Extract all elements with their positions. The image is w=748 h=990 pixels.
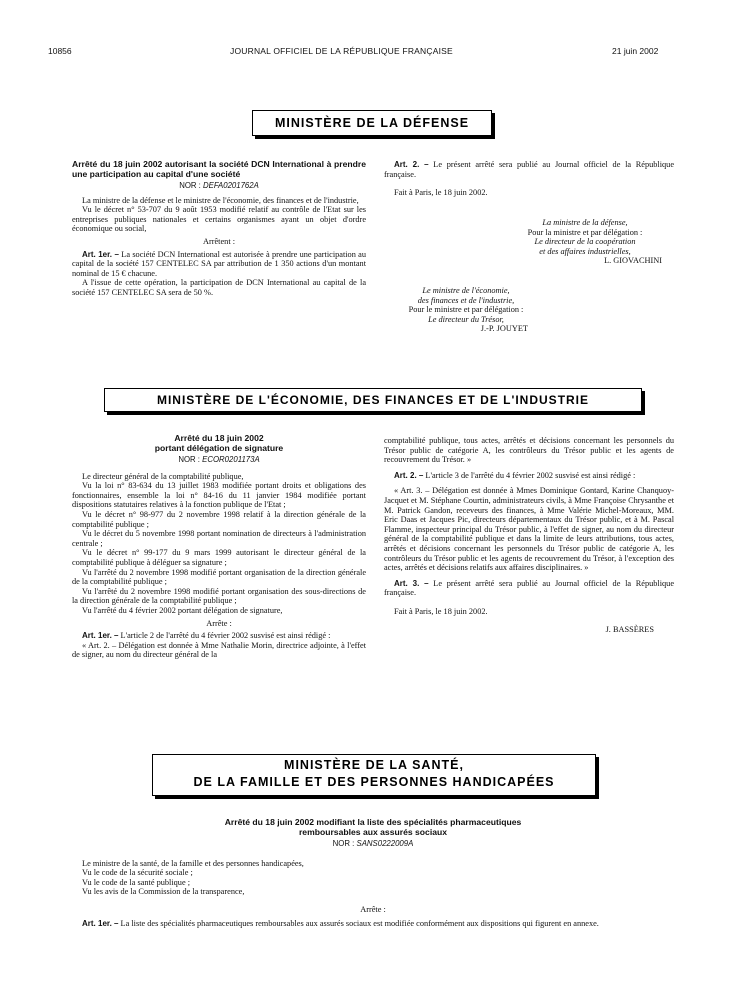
article-2	[384, 160, 674, 179]
arretent-word: Arrêtent :	[202, 236, 236, 246]
article-1-quote: « Art. 2. – Délégation est donnée à Mme Nathalie Morin, directrice adjointe, à l'effet de signer, au nom du directeur général de la	[72, 640, 366, 660]
page-date: 21 juin 2002	[612, 46, 659, 56]
intro-line: Vu le code de la santé publique ;	[82, 877, 191, 887]
nor-label: NOR :	[179, 181, 201, 190]
article-text: L'article 3 de l'arrêté du 4 février 2002 susvisé est ainsi rédigé :	[425, 470, 636, 480]
nor-code: SANS0222009A	[356, 839, 414, 848]
arrete-title: Arrêté du 18 juin 2002 modifiant la liste des spécialités pharmaceutiques remboursables aux assurés sociaux	[224, 817, 522, 837]
signature-line: et des affaires industrielles,	[539, 246, 631, 256]
section-heading-line: MINISTÈRE DE LA DÉFENSE	[274, 116, 470, 130]
signatory-name: L. GIOVACHINI	[604, 256, 662, 265]
signatory-name: J. BASSÈRES	[605, 624, 654, 634]
intro-line: Vu l'arrêté du 2 novembre 1998 modifié portant organisation de la direction générale de la comptabilité publique ;	[72, 567, 366, 587]
article-1	[72, 631, 366, 641]
section-heading-economie	[104, 388, 642, 412]
signature-block-economie	[376, 286, 556, 334]
signature-line: Le ministre de l'économie,	[422, 286, 510, 295]
section-heading-defense	[252, 110, 492, 136]
article-1-continued: A l'issue de cette opération, la participation de DCN International au capital de la société 157 CENTELEC SA sera de 50 %.	[72, 278, 366, 297]
arrete-title: Arrêté du 18 juin 2002 portant délégation de signature	[154, 433, 284, 453]
signature-line: des finances et de l'industrie,	[417, 295, 515, 305]
intro-line: Vu l'arrêté du 4 février 2002 portant délégation de signature,	[82, 605, 283, 615]
article-text: Le présent arrêté sera publié au Journal officiel de la République française.	[384, 578, 675, 598]
intro-line: Le ministre de la santé, de la famille et des personnes handicapées,	[82, 858, 304, 868]
arrete-economie-right	[384, 436, 674, 634]
nor-code: ECOR0201173A	[202, 455, 260, 464]
section-heading-sante	[152, 754, 596, 796]
article-text: Le présent arrêté sera publié au Journal officiel de la République française.	[384, 160, 675, 179]
nor-label: NOR :	[332, 839, 355, 848]
fait-a-paris: Fait à Paris, le 18 juin 2002.	[394, 188, 488, 198]
intro-line: Vu le décret n° 99-177 du 9 mars 1999 autorisant le directeur général de la comptabilité publique à déléguer sa signature ;	[72, 548, 366, 567]
intro-line: La ministre de la défense et le ministre de l'économie, des finances et de l'industrie,	[82, 195, 359, 205]
article-1	[72, 919, 674, 929]
intro-line: Vu le code de la sécurité sociale ;	[82, 868, 193, 878]
arrete-title: Arrêté du 18 juin 2002 autorisant la société DCN International à prendre une participation au capital d'une société	[72, 159, 366, 179]
arrete-sante	[72, 818, 674, 928]
article-text: L'article 2 de l'arrêté du 4 février 2002 susvisé est ainsi rédigé :	[120, 631, 331, 641]
journal-title: JOURNAL OFFICIEL DE LA RÉPUBLIQUE FRANÇAISE	[230, 46, 453, 56]
article-label: Art. 2. –	[394, 470, 424, 480]
arrete-defense-right	[384, 160, 674, 198]
arrete-defense-left	[72, 160, 366, 298]
signature-line: Pour le ministre et par délégation :	[408, 305, 524, 314]
signature-line: Le directeur du Trésor,	[428, 314, 504, 324]
nor-code: DEFA0201762A	[203, 181, 259, 190]
section-heading-line: DE LA FAMILLE ET DES PERSONNES HANDICAPÉES	[193, 775, 555, 789]
arrete-word: Arrête :	[360, 904, 386, 914]
signatory-name: J.-P. JOUYET	[480, 324, 528, 333]
article-2-quote: « Art. 3. – Délégation est donnée à Mmes Dominique Gontard, Karine Chanquoy-Jacquet et M. Stéphane Courtin, administrateurs civils, à Mme Françoise Chrysanthe et M. Patrick Gandon, receveurs des finances, à Mme Valérie Michel-Moreaux, MM. Eric Daas et Jacques Pic, directeurs départementaux du Trésor public, et à M. Pascal Flamme, inspecteur principal du Trésor public, à l'effet de signer, au nom du directeur général de la comptabilité publique et dans la limite de leurs attributions, tous actes, arrêtés et décisions concernant les personnels du Trésor public de catégorie A, les contrôleurs du Trésor public et les agents de recouvrement du Trésor, à l'exception des actes, arrêtés et décisions relatifs aux affaires disciplinaires. »	[384, 486, 674, 573]
article-2	[384, 471, 674, 481]
nor-label: NOR :	[178, 455, 200, 464]
intro-line: Vu le décret du 5 novembre 1998 portant nomination de directeurs à l'administration centrale ;	[72, 529, 366, 548]
signature-line: Le directeur de la coopération	[534, 237, 636, 246]
intro-line: Vu le décret n° 98-977 du 2 novembre 1998 relatif à la direction générale de la comptabilité publique ;	[72, 509, 366, 529]
article-1-quote-continued: comptabilité publique, tous actes, arrêtés et décisions concernant les personnels du Trésor public de catégorie A, les contrôleurs du Trésor public et les agents de recouvrement du Trésor. »	[384, 436, 674, 465]
article-label: Art. 1er. –	[82, 918, 119, 928]
article-3	[384, 579, 674, 598]
section-heading-line: MINISTÈRE DE LA SANTÉ,	[284, 758, 464, 772]
article-label: Art. 1er. –	[82, 631, 119, 641]
intro-line: Vu l'arrêté du 2 novembre 1998 modifié portant organisation des sous-directions de la direction générale de la comptabilité publique ;	[72, 586, 366, 606]
article-label: Art. 3. –	[394, 578, 429, 588]
article-text: La société DCN International est autorisée à prendre une participation au capital de la société 157 CENTELEC SA par attribution de 1 350 actions d'un montant nominal de 15 € chacune.	[72, 249, 367, 278]
arrete-word: Arrête :	[206, 618, 232, 628]
signature-line: La ministre de la défense,	[542, 218, 628, 227]
article-label: Art. 2. –	[394, 160, 429, 169]
intro-line: Vu les avis de la Commission de la transparence,	[82, 887, 245, 897]
intro-line: Vu le décret n° 53-707 du 9 août 1953 modifié relatif au contrôle de l'Etat sur les entreprises publiques nationales et certains organismes ayant un objet d'ordre économique ou social,	[72, 205, 366, 234]
signature-line: Pour la ministre et par délégation :	[527, 227, 643, 237]
intro-line: Vu la loi n° 83-634 du 13 juillet 1983 modifiée portant droits et obligations des fonctionnaires, ensemble la loi n° 84-16 du 11 janvier 1984 modifiée portant dispositions statutaires relatives à la fonction publique de l'Etat ;	[72, 481, 366, 510]
nor-reference	[72, 839, 674, 849]
intro-line: Le directeur général de la comptabilité publique,	[82, 471, 244, 481]
article-text: La liste des spécialités pharmaceutiques remboursables aux assurés sociaux est modifiée conformément aux dispositions qui figurent en annexe.	[120, 918, 599, 928]
article-1	[72, 250, 366, 279]
nor-reference	[72, 181, 366, 191]
section-heading-line: MINISTÈRE DE L'ÉCONOMIE, DES FINANCES ET DE L'INDUSTRIE	[156, 393, 590, 407]
article-label: Art. 1er. –	[82, 249, 119, 259]
nor-reference	[72, 455, 366, 465]
page-number: 10856	[48, 46, 72, 56]
fait-a-paris: Fait à Paris, le 18 juin 2002.	[394, 606, 488, 616]
signature-block-defense	[500, 218, 670, 266]
arrete-economie-left	[72, 434, 366, 660]
